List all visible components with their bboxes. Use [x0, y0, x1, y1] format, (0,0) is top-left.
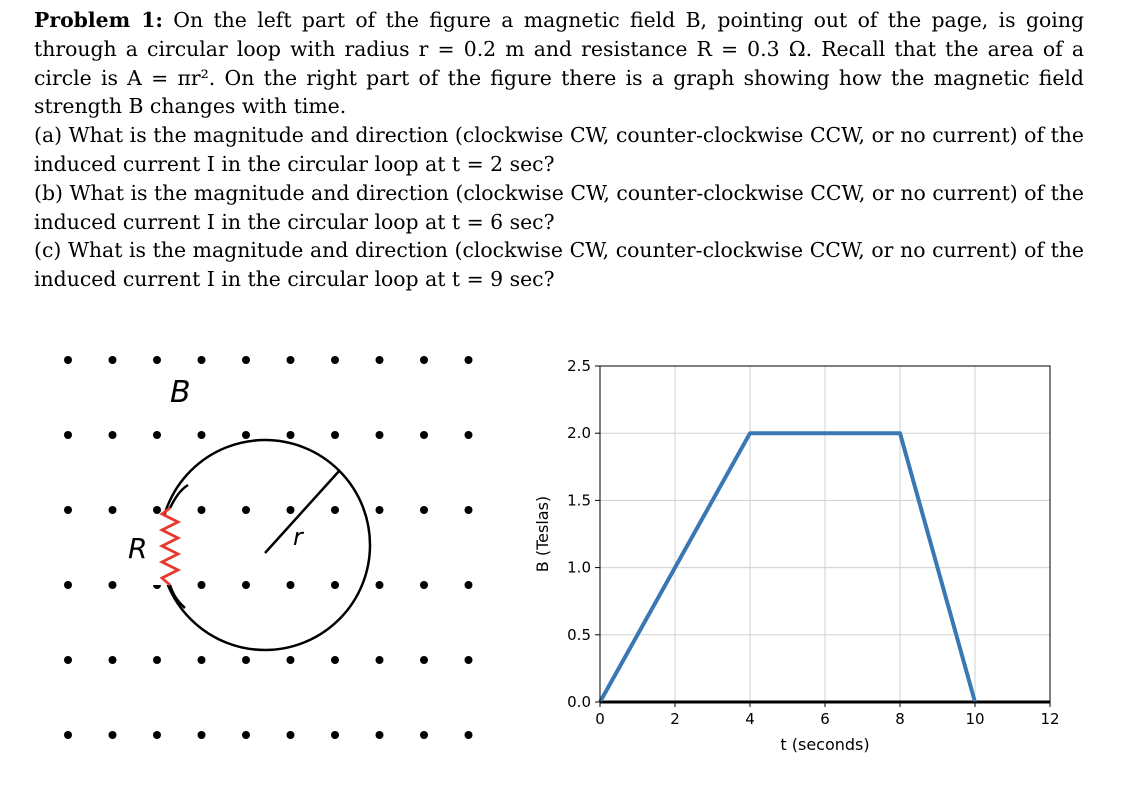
- field-dot: [465, 581, 473, 589]
- field-dot: [465, 656, 473, 664]
- field-dot: [242, 656, 250, 664]
- x-tick-label: 6: [820, 710, 830, 728]
- field-dot: [242, 731, 250, 739]
- y-tick-label: 2.5: [567, 357, 591, 375]
- b-field-graph: [530, 350, 1090, 760]
- x-axis-label: t (seconds): [780, 735, 870, 754]
- field-dot: [420, 581, 428, 589]
- problem-part-c: (c) What is the magnitude and direction (clockwise CW, counter-clockwise CCW, or no current) of the induced current I in the circular loop at t = 9 sec?: [34, 238, 1084, 292]
- field-dot: [376, 731, 384, 739]
- problem-intro: [34, 6, 1084, 121]
- field-dot: [198, 581, 206, 589]
- field-dot: [153, 506, 161, 514]
- field-dot: [198, 656, 206, 664]
- field-dot: [242, 506, 250, 514]
- x-tick-label: 0: [595, 710, 605, 728]
- resistor-label-r: R: [128, 532, 148, 565]
- x-tick-label: 2: [670, 710, 680, 728]
- field-dot: [331, 581, 339, 589]
- field-dot: [287, 581, 295, 589]
- field-dot: [420, 656, 428, 664]
- field-dot: [287, 506, 295, 514]
- problem-text: [34, 6, 1084, 294]
- field-dot: [242, 581, 250, 589]
- field-dot: [420, 431, 428, 439]
- field-dot: [420, 731, 428, 739]
- field-dot: [465, 356, 473, 364]
- field-dot: [376, 356, 384, 364]
- y-tick-label: 1.5: [567, 491, 591, 510]
- x-tick-label: 8: [895, 710, 905, 728]
- field-dot: [153, 431, 161, 439]
- field-dot-grid: [64, 356, 473, 739]
- problem-intro-text: On the left part of the figure a magnetic field B, pointing out of the page, is going through a circular loop with radius r = 0.2 m and resistance R = 0.3 Ω. Recall that the area of a circle is A = πr². On the right part of the figure there is a graph showing how the magnetic field strength B changes with time.: [34, 8, 1085, 119]
- field-dot: [465, 431, 473, 439]
- x-tick-label: 10: [965, 710, 985, 728]
- field-dot: [376, 431, 384, 439]
- field-dot: [109, 731, 117, 739]
- field-dot: [64, 656, 72, 664]
- field-dot: [109, 656, 117, 664]
- problem-part-b: (b) What is the magnitude and direction (clockwise CW, counter-clockwise CCW, or no current) of the induced current I in the circular loop at t = 6 sec?: [34, 180, 1084, 234]
- field-dot: [64, 731, 72, 739]
- x-tick-label: 4: [745, 710, 755, 728]
- field-dot: [198, 506, 206, 514]
- field-dot: [198, 356, 206, 364]
- problem-part-a: (a) What is the magnitude and direction (clockwise CW, counter-clockwise CCW, or no current) of the induced current I in the circular loop at t = 2 sec?: [34, 123, 1084, 176]
- y-tick-label: 0.0: [567, 693, 591, 711]
- field-dot: [109, 431, 117, 439]
- field-dot: [331, 356, 339, 364]
- y-axis-label: B (Teslas): [533, 495, 552, 573]
- field-dot: [64, 581, 72, 589]
- field-dot: [64, 431, 72, 439]
- field-dot: [242, 356, 250, 364]
- field-dot: [287, 656, 295, 664]
- radius-label-r: r: [293, 523, 303, 551]
- field-dot: [376, 656, 384, 664]
- field-dot: [420, 356, 428, 364]
- field-dot: [109, 356, 117, 364]
- magnetic-field-figure: [40, 340, 500, 760]
- field-dot: [109, 506, 117, 514]
- field-label-b: B: [170, 375, 191, 410]
- x-tick-label: 12: [1040, 710, 1060, 728]
- field-dot: [287, 356, 295, 364]
- field-dot: [331, 731, 339, 739]
- y-tick-label: 2.0: [567, 424, 591, 443]
- field-dot: [64, 356, 72, 364]
- field-dot: [64, 506, 72, 514]
- field-dot: [376, 581, 384, 589]
- field-dot: [109, 581, 117, 589]
- field-dot: [331, 506, 339, 514]
- field-dot: [287, 431, 295, 439]
- field-dot: [153, 356, 161, 364]
- chart-grid: [600, 366, 1050, 702]
- y-tick-label: 1.0: [567, 558, 591, 577]
- chart-ticks: [567, 357, 1059, 728]
- y-tick-label: 0.5: [567, 625, 591, 644]
- field-dot: [287, 731, 295, 739]
- loop-gap-mask: [140, 515, 190, 585]
- field-dot: [242, 431, 250, 439]
- field-dot: [376, 506, 384, 514]
- field-dot: [420, 506, 428, 514]
- field-dot: [153, 731, 161, 739]
- field-dot: [198, 731, 206, 739]
- field-dot: [465, 731, 473, 739]
- field-dot: [198, 431, 206, 439]
- problem-label: Problem 1:: [34, 8, 163, 32]
- field-dot: [153, 656, 161, 664]
- field-dot: [465, 506, 473, 514]
- field-dot: [331, 431, 339, 439]
- field-dot: [331, 656, 339, 664]
